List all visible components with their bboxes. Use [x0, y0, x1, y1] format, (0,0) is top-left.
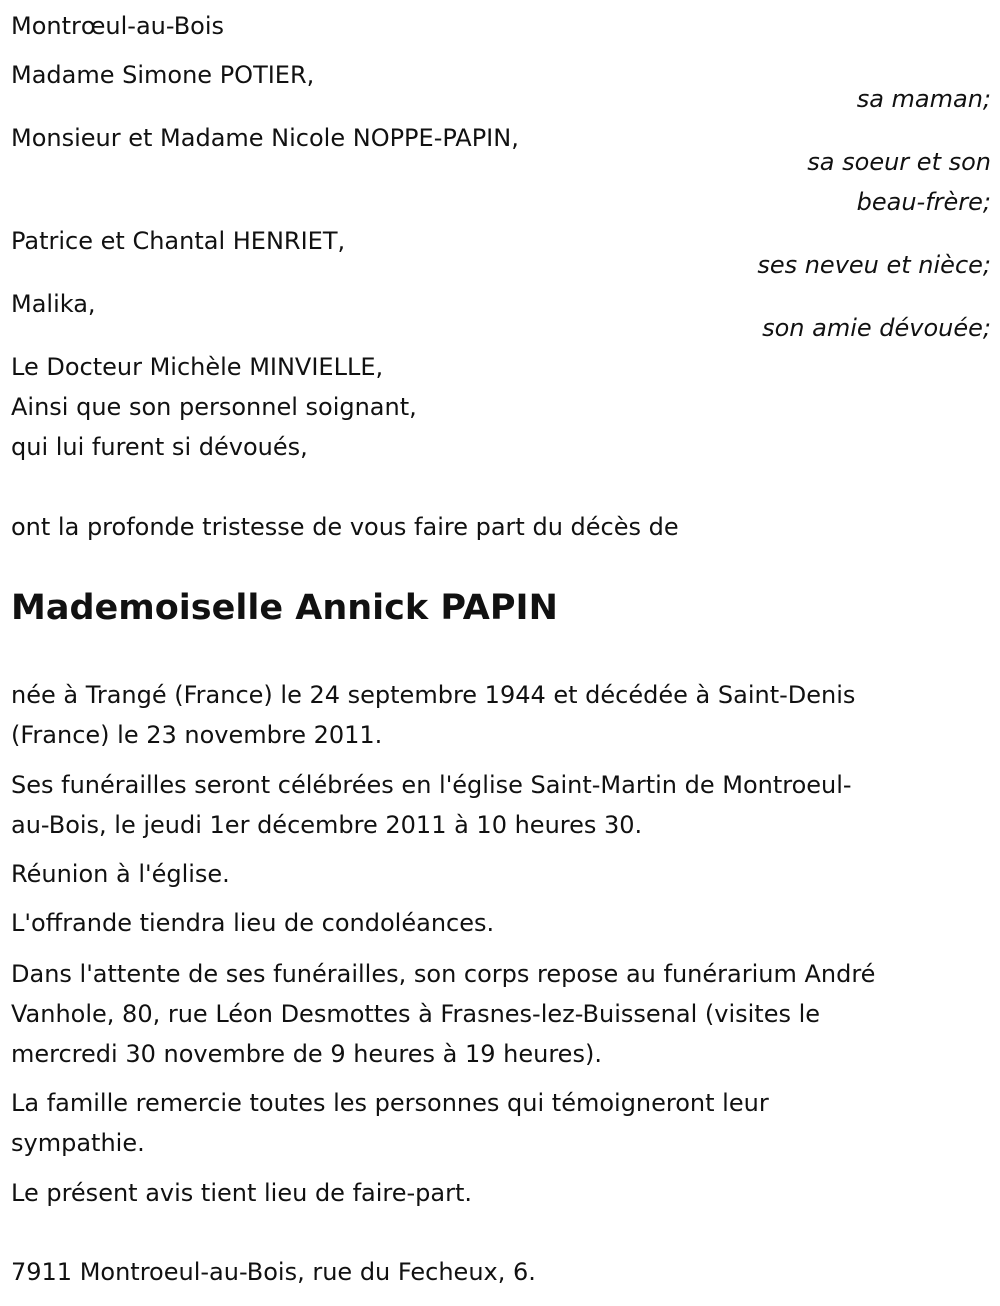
resting-line: Dans l'attente de ses funérailles, son corps repose au funérarium André [11, 960, 876, 988]
thanks-line: sympathie. [11, 1129, 145, 1157]
meeting-line: Réunion à l'église. [11, 860, 230, 888]
thanks-line: La famille remercie toutes les personnes qui témoigneront leur [11, 1089, 769, 1117]
family-member-name: Patrice et Chantal HENRIET, [11, 227, 346, 255]
family-member-relation: ses neveu et nièce; [757, 251, 991, 279]
family-member-relation: beau-frère; [856, 188, 991, 216]
family-member-name: Madame Simone POTIER, [11, 61, 315, 89]
announcement-text: ont la profonde tristesse de vous faire part du décès de [11, 513, 679, 541]
town-header: Montrœul-au-Bois [11, 12, 225, 40]
resting-line: Vanhole, 80, rue Léon Desmottes à Frasnes-lez-Buissenal (visites le [11, 1000, 821, 1028]
family-member-name: Monsieur et Madame Nicole NOPPE-PAPIN, [11, 124, 519, 152]
deceased-name: Mademoiselle Annick PAPIN [11, 588, 558, 628]
resting-line: mercredi 30 novembre de 9 heures à 19 heures). [11, 1040, 602, 1068]
doctor-line: qui lui furent si dévoués, [11, 433, 308, 461]
family-member-name: Malika, [11, 290, 96, 318]
obituary-document [11, 0, 991, 1306]
funeral-line: au-Bois, le jeudi 1er décembre 2011 à 10 heures 30. [11, 811, 643, 839]
family-member-relation: sa maman; [856, 85, 991, 113]
family-member-relation: son amie dévouée; [762, 314, 991, 342]
notice-line: Le présent avis tient lieu de faire-part. [11, 1179, 473, 1207]
doctor-line: Le Docteur Michèle MINVIELLE, [11, 353, 384, 381]
birth-death-line: (France) le 23 novembre 2011. [11, 721, 383, 749]
doctor-line: Ainsi que son personnel soignant, [11, 393, 417, 421]
birth-death-line: née à Trangé (France) le 24 septembre 1944 et décédée à Saint-Denis [11, 681, 856, 709]
funeral-line: Ses funérailles seront célébrées en l'église Saint-Martin de Montroeul- [11, 771, 852, 799]
offering-line: L'offrande tiendra lieu de condoléances. [11, 909, 495, 937]
address-line: 7911 Montroeul-au-Bois, rue du Fecheux, 6. [11, 1258, 536, 1286]
family-member-relation: sa soeur et son [807, 148, 991, 176]
